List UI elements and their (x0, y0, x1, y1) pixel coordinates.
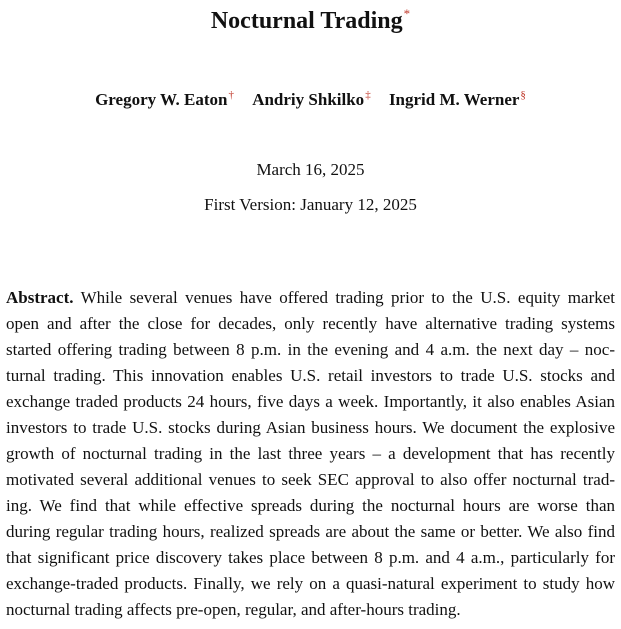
abstract-line (6, 285, 615, 311)
author-werner (389, 88, 526, 114)
abstract-line: turnal trading. This innovation enables U.S. retail investors to trade U.S. stocks and (6, 366, 615, 385)
author-name: Ingrid M. Werner (388, 90, 520, 109)
abstract-line: that significant price discovery takes place between 8 p.m. and 4 a.m., particularly for (6, 548, 615, 567)
author-footnote-mark[interactable]: † (228, 89, 234, 101)
page-title (0, 5, 621, 40)
abstract (6, 285, 615, 623)
author-name: Gregory W. Eaton (95, 90, 228, 109)
abstract-line: exchange traded products 24 hours, five days a week. Importantly, it also enables Asian (6, 392, 615, 411)
abstract-line: during regular trading hours, realized spreads are about the same or better. We also find (6, 522, 615, 541)
abstract-line: nocturnal trading affects pre-open, regular, and after-hours trading. (6, 600, 461, 619)
title-text: Nocturnal Trading (210, 8, 403, 34)
abstract-label: Abstract. (6, 288, 74, 307)
abstract-line: motivated several additional venues to seek SEC approval to also offer nocturnal trad- (6, 470, 615, 489)
abstract-line: growth of nocturnal trading in the last three years – a development that has recently (6, 444, 615, 463)
author-shkilko (252, 88, 370, 114)
title-footnote-mark[interactable]: * (403, 6, 411, 21)
author-eaton (95, 88, 234, 114)
abstract-line: investors to trade U.S. stocks during Asian business hours. We document the explosive (6, 418, 615, 437)
author-footnote-mark[interactable]: § (520, 89, 526, 101)
abstract-line: open and after the close for decades, only recently have alternative trading systems (6, 314, 615, 333)
author-name: Andriy Shkilko (252, 90, 365, 109)
abstract-line: ing. We find that while effective spreads during the nocturnal hours are worse than (6, 496, 615, 515)
abstract-line: started offering trading between 8 p.m. in the evening and 4 a.m. the next day – noc- (6, 340, 615, 359)
author-footnote-mark[interactable]: ‡ (365, 89, 371, 101)
author-list (0, 88, 621, 114)
first-version-date: First Version: January 12, 2025 (204, 195, 417, 214)
abstract-text: While several venues have offered trading prior to the U.S. equity market (73, 288, 615, 307)
publication-date: March 16, 2025 (256, 160, 365, 179)
abstract-line: exchange-traded products. Finally, we rely on a quasi-natural experiment to study how (6, 574, 615, 593)
